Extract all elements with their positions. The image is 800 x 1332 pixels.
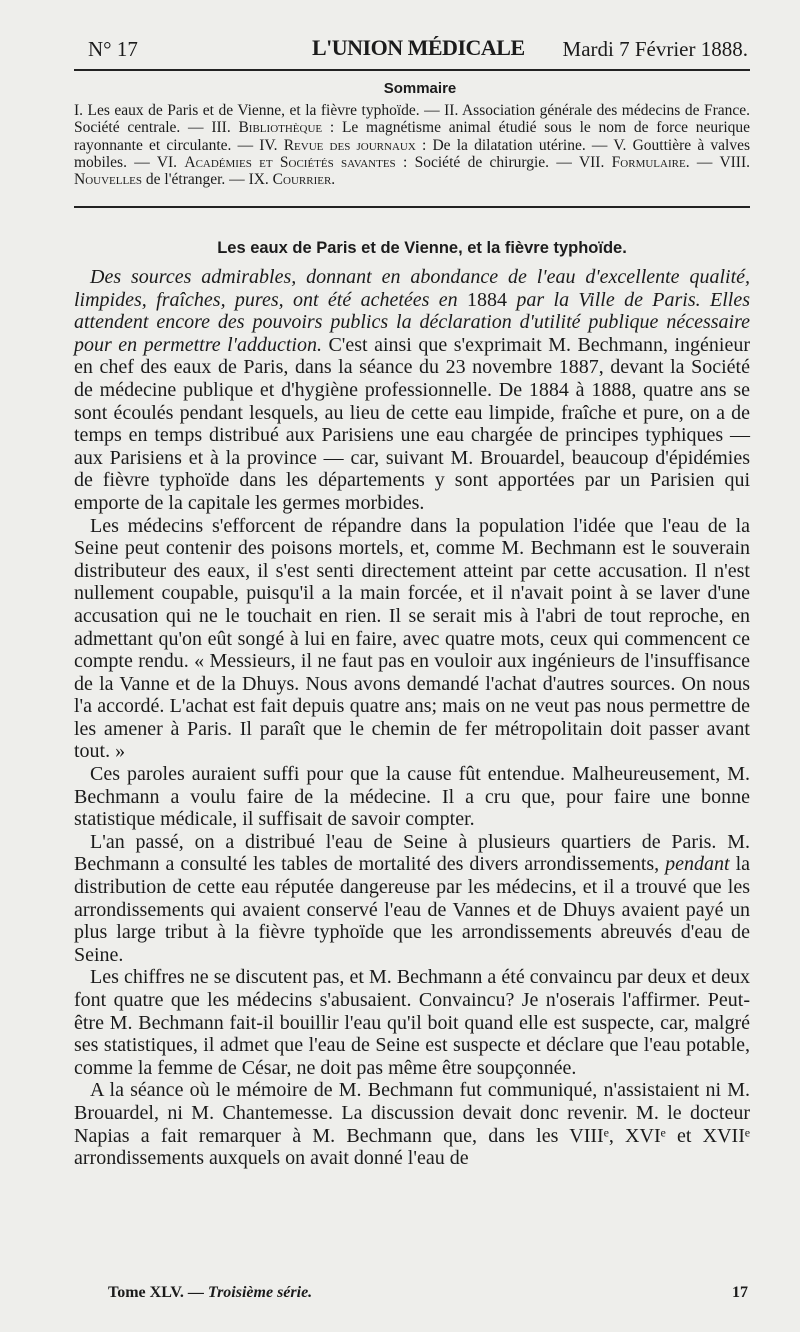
paragraph: Les chiffres ne se discutent pas, et M. Bechmann a été convaincu par deux et deux font quatre que les médecins s'abusaient. Convaincu? Je n'oserais l'affirmer. Peut-être M. Bechmann fait-il bouillir l'eau qu'il boit quand elle est suspecte, car, malgré ses statistiques, il admet que l'eau de Seine est suspecte et déclare que l'eau potable, comme la femme de César, ne doit pas même être soupçonnée. (74, 966, 750, 1079)
volume-info: Tome XLV. — Troisième série. (108, 1284, 313, 1301)
issue-number: N° 17 (88, 37, 138, 61)
summary-item: VI. Académies et Sociétés savantes : Société de chirurgie. — (156, 153, 572, 171)
paragraph: Des sources admirables, donnant en abondance de l'eau d'excellente qualité, limpides, fraîches, pures, ont été achetées en 1884 par la Ville de Paris. Elles attendent encore des pouvoirs publics la déclaration d'utilité publique nécessaire pour en permettre l'adduction. C'est ainsi que s'exprimait M. Bechmann, ingénieur en chef des eaux de Paris, dans la séance du 23 novembre 1887, devant la Société de médecine publique et d'hygiène professionnelle. De 1884 à 1888, quatre ans se sont écoulés pendant lesquels, au lieu de cette eau limpide, fraîche et pure, on a de temps en temps distribué aux Parisiens une eau chargée de principes typhiques — aux Parisiens et à la province — car, suivant M. Brouardel, beaucoup d'épidémies de fièvre typhoïde dans les départements y sont apportées par un Parisien qui emporte de la capitale les germes morbides. (74, 266, 751, 514)
summary-item: IV. Revue des journaux : De la dilatation utérine. — (259, 136, 608, 154)
issue-date: Mardi 7 Février 1888. (562, 37, 748, 61)
summary-item: VIII. Nouvelles de l'étranger. — (74, 153, 750, 189)
page-header (88, 33, 748, 65)
paragraph: L'an passé, on a distribué l'eau de Seine à plusieurs quartiers de Paris. M. Bechmann a consulté les tables de mortalité des divers arrondissements, pendant la distribution de cette eau réputée dangereuse par les médecins, et il a trouvé que les arrondissements qui avaient conservé l'eau de Vannes et de Dhuys avaient payé un plus large tribut à la fièvre typhoïde que les arrondissements abreuvés d'eau de Seine. (74, 830, 750, 966)
summary-item: VII. Formulaire. — (578, 153, 713, 171)
article-body (74, 266, 750, 1170)
summary-contents (74, 102, 750, 188)
journal-name: L'UNION MÉDICALE (312, 35, 525, 60)
summary-item: V. Gouttière à valves mobiles. — (74, 136, 750, 171)
header-rule (74, 69, 750, 71)
page-footer (108, 1284, 748, 1308)
paragraph: Ces paroles auraient suffi pour que la cause fût entendue. Malheureusement, M. Bechmann a voulu faire de la médecine. Il a cru que, pour faire une bonne statistique médicale, il suffisait de savoir compter. (74, 763, 750, 831)
summary-item: I. Les eaux de Paris et de Vienne, et la fièvre typhoïde. — (74, 102, 440, 119)
summary-item: IX. Courrier. (248, 171, 336, 189)
summary-title: Sommaire (383, 80, 457, 97)
summary-item: II. Association générale des médecins de France. Société centrale. — (74, 102, 751, 137)
summary-rule (74, 206, 750, 208)
page-number: 17 (732, 1284, 748, 1301)
summary-item: III. Bibliothèque : Le magnétisme animal étudié sous le nom de force neurique rayonnante et circulante. — (74, 119, 751, 154)
paragraph: Les médecins s'efforcent de répandre dans la population l'idée que l'eau de la Seine peut contenir des poisons mortels, et, comme M. Bechmann est le souverain distributeur des eaux, il s'est senti directement atteint par cette accusation. Il n'est nullement coupable, puisqu'il a la main forcée, et il n'avait point à se laver d'une accusation qui ne le touchait en rien. Il se serait mis à l'abri de tout reproche, en admettant qu'on eût songé à lui en faire, avec quatre mots, ceux qui commencent ce compte rendu. « Messieurs, il ne faut pas en vouloir aux ingénieurs de l'insuffisance de la Vanne et de la Dhuys. Nous avons demandé l'achat d'autres sources. On nous l'a accordé. L'achat est fait depuis quatre ans; mais on ne veut pas nous permettre de les amener à Paris. Il paraît que le chemin de fer métropolitain doit passer avant tout. » (74, 514, 750, 763)
paragraph: A la séance où le mémoire de M. Bechmann fut communiqué, n'assistaient ni M. Brouardel, ni M. Chantemesse. La discussion devait donc revenir. M. le docteur Napias a fait remarquer à M. Bechmann que, dans les VIIIᵉ, XVIᵉ et XVIIᵉ arrondissements auxquels on avait donné l'eau de (74, 1079, 750, 1170)
article-title: Les eaux de Paris et de Vienne, et la fièvre typhoïde. (217, 239, 627, 257)
